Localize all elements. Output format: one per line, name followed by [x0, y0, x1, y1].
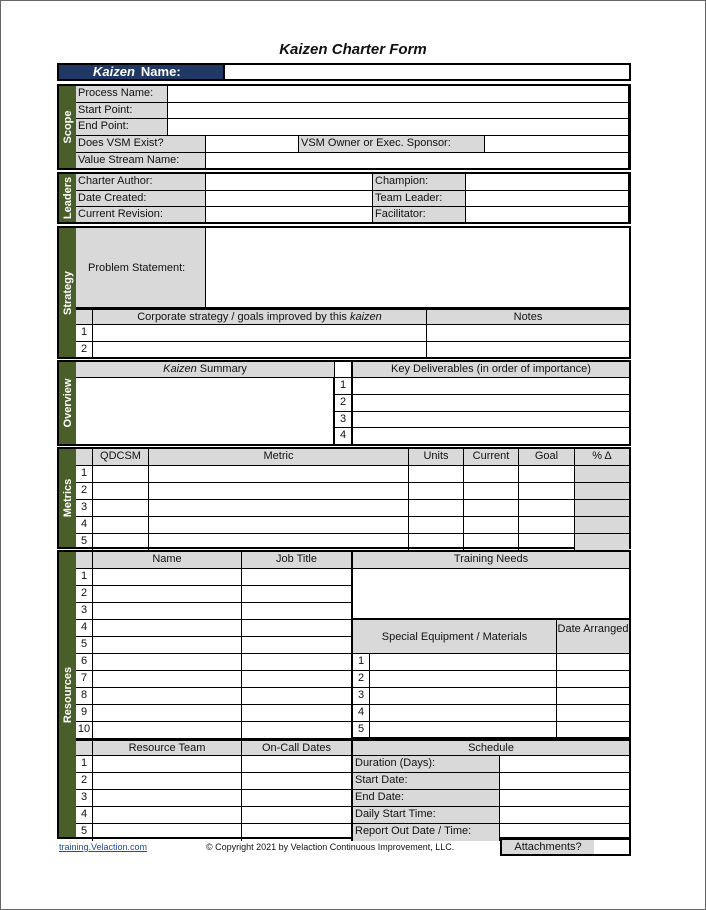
on-call-dates-input[interactable] — [242, 790, 353, 807]
team-row-num: 8 — [76, 688, 93, 705]
strategy-notes-input[interactable] — [427, 325, 629, 342]
strategy-row-num: 2 — [76, 342, 93, 357]
team-row-num: 6 — [76, 654, 93, 671]
resource-team-row-num: 5 — [76, 824, 93, 841]
date-created-input[interactable] — [206, 191, 373, 207]
on-call-dates-input[interactable] — [242, 773, 353, 790]
metric-row-num: 2 — [76, 483, 93, 500]
schedule-item-label: End Date: — [353, 790, 500, 807]
facilitator-label: Facilitator: — [373, 207, 466, 222]
metric-cell-input[interactable] — [575, 517, 629, 534]
team-row-num: 9 — [76, 705, 93, 722]
process-name-label: Process Name: — [76, 86, 168, 103]
team-name-input[interactable] — [93, 620, 242, 637]
equipment-row-num: 4 — [353, 705, 370, 722]
team-row-num: 5 — [76, 637, 93, 654]
schedule-item-input[interactable] — [500, 790, 629, 807]
metric-header: Metric — [149, 449, 409, 466]
process-name-input[interactable] — [168, 86, 629, 103]
resources-section — [57, 550, 631, 839]
metric-cell-input[interactable] — [464, 483, 519, 500]
strategy-goal-input[interactable] — [93, 325, 427, 342]
key-deliverables-header: Key Deliverables (in order of importance) — [353, 362, 629, 378]
attachments-label: Attachments? — [502, 840, 594, 854]
team-job-title-input[interactable] — [242, 671, 353, 688]
metric-cell-input[interactable] — [464, 466, 519, 483]
kaizen-name-row — [57, 63, 631, 81]
metrics-side-label: Metrics — [59, 449, 76, 547]
metric-cell-input[interactable] — [409, 534, 464, 551]
deliverable-input[interactable] — [353, 428, 629, 444]
special-equipment-header: Special Equipment / Materials — [353, 620, 557, 654]
metric-cell-input[interactable] — [575, 483, 629, 500]
date-arranged-input[interactable] — [557, 722, 629, 739]
deliverable-input[interactable] — [353, 395, 629, 412]
strategy-row-num: 1 — [76, 325, 93, 342]
deliverable-num: 4 — [335, 428, 353, 444]
metric-cell-input[interactable] — [93, 517, 149, 534]
on-call-dates-input[interactable] — [242, 824, 353, 841]
equipment-input[interactable] — [370, 671, 557, 688]
metric-cell-input[interactable] — [409, 466, 464, 483]
equipment-row-num: 3 — [353, 688, 370, 705]
team-name-input[interactable] — [93, 586, 242, 603]
training-needs-header: Training Needs — [353, 552, 629, 569]
metric-cell-input[interactable] — [409, 500, 464, 517]
equipment-input[interactable] — [370, 688, 557, 705]
team-row-num: 2 — [76, 586, 93, 603]
end-point-input[interactable] — [168, 119, 629, 136]
equipment-row-num: 2 — [353, 671, 370, 688]
training-link[interactable]: training.Velaction.com — [59, 842, 148, 852]
schedule-item-label: Daily Start Time: — [353, 807, 500, 824]
equipment-input[interactable] — [370, 705, 557, 722]
metric-cell-input[interactable] — [464, 534, 519, 551]
metric-cell-input[interactable] — [149, 466, 409, 483]
metric-cell-input[interactable] — [93, 483, 149, 500]
charter-author-label: Charter Author: — [76, 174, 206, 191]
facilitator-input[interactable] — [466, 207, 629, 222]
kaizen-word: Kaizen — [93, 64, 135, 79]
team-name-input[interactable] — [93, 705, 242, 722]
team-name-input[interactable] — [93, 603, 242, 620]
resource-team-input[interactable] — [93, 756, 242, 773]
kaizen-summary-input[interactable] — [76, 378, 335, 444]
vsm-owner-label: VSM Owner or Exec. Sponsor: — [299, 136, 485, 153]
deliverable-num: 3 — [335, 412, 353, 428]
resource-team-header: Resource Team — [93, 739, 242, 756]
overview-side-label: Overview — [59, 362, 76, 444]
equipment-row-num: 1 — [353, 654, 370, 671]
metric-cell-input[interactable] — [519, 500, 575, 517]
strategy-goal-input[interactable] — [93, 342, 427, 357]
current-header: Current — [464, 449, 519, 466]
team-leader-input[interactable] — [466, 191, 629, 207]
date-arranged-header: Date Arranged — [557, 620, 629, 654]
name-word: Name: — [140, 64, 181, 79]
team-job-title-input[interactable] — [242, 722, 353, 739]
problem-statement-input[interactable] — [206, 228, 629, 308]
team-name-input[interactable] — [93, 671, 242, 688]
schedule-item-label: Duration (Days): — [353, 756, 500, 773]
team-name-input[interactable] — [93, 654, 242, 671]
form-title: Kaizen Charter Form — [279, 41, 427, 58]
resource-team-input[interactable] — [93, 790, 242, 807]
deliverables-corner — [335, 362, 353, 378]
resources-corner — [76, 552, 93, 569]
leaders-side-label: Leaders — [59, 174, 76, 222]
team-job-title-input[interactable] — [242, 586, 353, 603]
value-stream-input[interactable] — [206, 153, 629, 168]
copyright-text: © Copyright 2021 by Velaction Continuous Improvement, LLC. — [206, 842, 455, 852]
resource-team-input[interactable] — [93, 824, 242, 841]
metric-cell-input[interactable] — [93, 500, 149, 517]
metric-cell-input[interactable] — [575, 500, 629, 517]
team-name-input[interactable] — [93, 637, 242, 654]
metric-cell-input[interactable] — [519, 483, 575, 500]
date-arranged-input[interactable] — [557, 688, 629, 705]
current-revision-input[interactable] — [206, 207, 373, 222]
scope-section — [57, 84, 631, 170]
team-job-title-input[interactable] — [242, 569, 353, 586]
date-arranged-input[interactable] — [557, 671, 629, 688]
resource-team-input[interactable] — [93, 773, 242, 790]
team-row-num: 3 — [76, 603, 93, 620]
team-name-input[interactable] — [93, 722, 242, 739]
schedule-item-input[interactable] — [500, 773, 629, 790]
team-row-num: 1 — [76, 569, 93, 586]
metric-cell-input[interactable] — [519, 534, 575, 551]
on-call-dates-header: On-Call Dates — [242, 739, 353, 756]
metric-cell-input[interactable] — [519, 517, 575, 534]
equipment-input[interactable] — [370, 722, 557, 739]
training-needs-input[interactable] — [353, 569, 629, 620]
team-job-title-input[interactable] — [242, 603, 353, 620]
notes-header: Notes — [427, 308, 629, 325]
strategy-notes-input[interactable] — [427, 342, 629, 357]
name-header: Name — [93, 552, 242, 569]
strategy-side-label: Strategy — [59, 228, 76, 357]
strategy-corner — [76, 308, 93, 325]
metric-cell-input[interactable] — [409, 483, 464, 500]
problem-statement-label: Problem Statement: — [76, 228, 206, 308]
team-row-num: 7 — [76, 671, 93, 688]
metrics-section — [57, 447, 631, 549]
units-header: Units — [409, 449, 464, 466]
deliverable-num: 1 — [335, 378, 353, 395]
leaders-section — [57, 172, 631, 224]
on-call-dates-input[interactable] — [242, 756, 353, 773]
date-arranged-input[interactable] — [557, 654, 629, 671]
qdcsm-header: QDCSM — [93, 449, 149, 466]
resource-team-row-num: 2 — [76, 773, 93, 790]
goal-header: Goal — [519, 449, 575, 466]
start-point-label: Start Point: — [76, 103, 168, 119]
date-arranged-input[interactable] — [557, 705, 629, 722]
metric-cell-input[interactable] — [409, 517, 464, 534]
team-leader-label: Team Leader: — [373, 191, 466, 207]
metric-cell-input[interactable] — [519, 466, 575, 483]
pct-change-header: % Δ — [575, 449, 629, 466]
metric-cell-input[interactable] — [149, 517, 409, 534]
overview-section — [57, 360, 631, 446]
job-title-header: Job Title — [242, 552, 353, 569]
vsm-exist-label: Does VSM Exist? — [76, 136, 206, 153]
attachments-box — [500, 838, 631, 856]
team-job-title-input[interactable] — [242, 688, 353, 705]
vsm-exist-input[interactable] — [206, 136, 299, 153]
schedule-item-input[interactable] — [500, 807, 629, 824]
schedule-item-label: Report Out Date / Time: — [353, 824, 500, 841]
corporate-strategy-header: Corporate strategy / goals improved by this kaizen — [93, 308, 427, 325]
metric-cell-input[interactable] — [575, 534, 629, 551]
champion-label: Champion: — [373, 174, 466, 191]
team-name-input[interactable] — [93, 569, 242, 586]
team-job-title-input[interactable] — [242, 620, 353, 637]
team-row-num: 10 — [76, 722, 93, 739]
resource-team-corner — [76, 739, 93, 756]
team-name-input[interactable] — [93, 688, 242, 705]
team-job-title-input[interactable] — [242, 654, 353, 671]
metrics-corner — [76, 449, 93, 466]
current-revision-label: Current Revision: — [76, 207, 206, 222]
metric-cell-input[interactable] — [93, 466, 149, 483]
metric-cell-input[interactable] — [149, 483, 409, 500]
team-job-title-input[interactable] — [242, 637, 353, 654]
metric-row-num: 3 — [76, 500, 93, 517]
equipment-row-num: 5 — [353, 722, 370, 739]
metric-cell-input[interactable] — [93, 534, 149, 551]
deliverable-num: 2 — [335, 395, 353, 412]
schedule-header: Schedule — [353, 739, 629, 756]
metric-cell-input[interactable] — [575, 466, 629, 483]
resource-team-row-num: 4 — [76, 807, 93, 824]
strategy-section — [57, 226, 631, 359]
resources-side-label: Resources — [59, 552, 76, 837]
value-stream-label: Value Stream Name: — [76, 153, 206, 168]
metric-cell-input[interactable] — [464, 500, 519, 517]
kaizen-summary-header: Kaizen Summary — [76, 362, 335, 378]
schedule-item-label: Start Date: — [353, 773, 500, 790]
team-job-title-input[interactable] — [242, 705, 353, 722]
resource-team-row-num: 1 — [76, 756, 93, 773]
deliverable-input[interactable] — [353, 378, 629, 395]
schedule-item-input[interactable] — [500, 756, 629, 773]
metric-row-num: 4 — [76, 517, 93, 534]
end-point-label: End Point: — [76, 119, 168, 136]
champion-input[interactable] — [466, 174, 629, 191]
team-row-num: 4 — [76, 620, 93, 637]
kaizen-name-input[interactable] — [225, 65, 629, 79]
metric-row-num: 1 — [76, 466, 93, 483]
equipment-input[interactable] — [370, 654, 557, 671]
resource-team-row-num: 3 — [76, 790, 93, 807]
charter-author-input[interactable] — [206, 174, 373, 191]
vsm-owner-input[interactable] — [485, 136, 629, 153]
scope-side-label: Scope — [59, 86, 76, 168]
date-created-label: Date Created: — [76, 191, 206, 207]
metric-cell-input[interactable] — [464, 517, 519, 534]
metric-cell-input[interactable] — [149, 500, 409, 517]
resource-team-input[interactable] — [93, 807, 242, 824]
metric-row-num: 5 — [76, 534, 93, 551]
kaizen-name-label — [59, 65, 223, 79]
metric-cell-input[interactable] — [149, 534, 409, 551]
start-point-input[interactable] — [168, 103, 629, 119]
on-call-dates-input[interactable] — [242, 807, 353, 824]
deliverable-input[interactable] — [353, 412, 629, 428]
